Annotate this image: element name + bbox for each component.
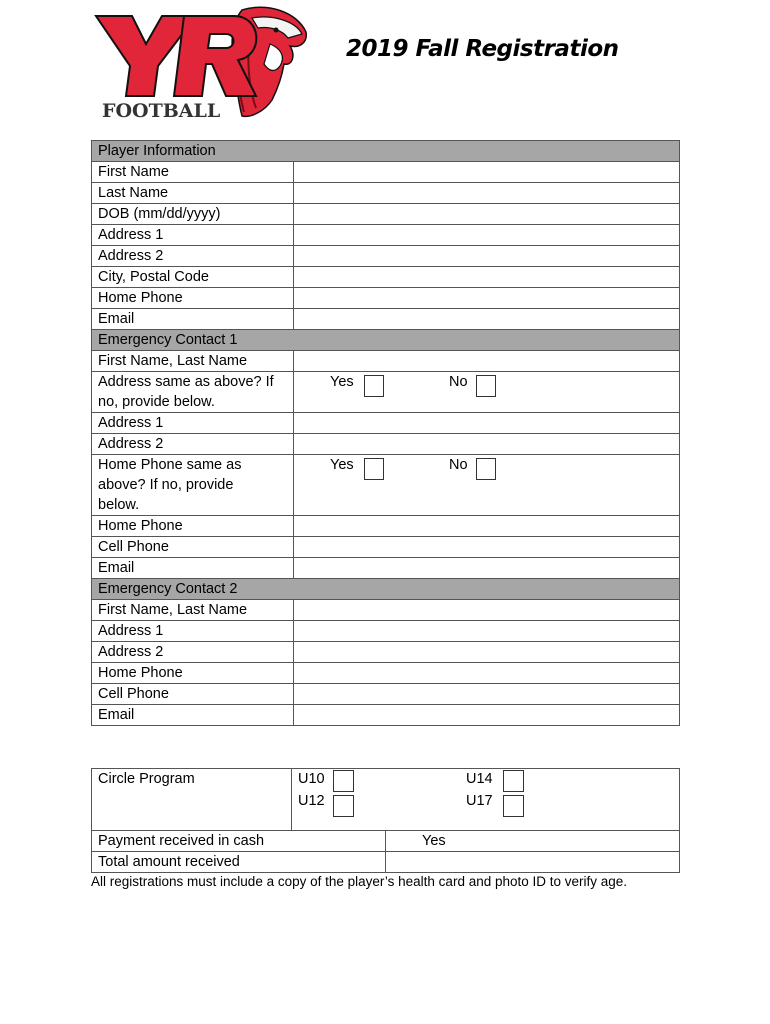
payment-cash-value[interactable]: [386, 831, 680, 852]
ec1-home-phone-input[interactable]: [294, 516, 680, 537]
program-option-label: U17: [466, 793, 493, 809]
yr-letters: [96, 16, 256, 96]
table-row: [92, 434, 680, 455]
table-row: [92, 684, 680, 705]
table-row: [92, 558, 680, 579]
field-label: Address 2: [92, 434, 294, 455]
yes-label: Yes: [330, 457, 354, 473]
section-player-information: [92, 141, 680, 162]
ec1-address-no-checkbox[interactable]: [476, 375, 496, 397]
table-row: [92, 309, 680, 330]
section-heading: Emergency Contact 2: [92, 579, 680, 600]
field-label: Home Phone same as above? If no, provide below.: [92, 455, 294, 516]
ec1-name-input[interactable]: [294, 351, 680, 372]
table-row: [92, 516, 680, 537]
registration-table: [91, 140, 680, 726]
player-first-name-input[interactable]: [294, 162, 680, 183]
program-u10-checkbox[interactable]: [333, 770, 354, 792]
table-row: [92, 288, 680, 309]
player-dob-input[interactable]: [294, 204, 680, 225]
field-label: Last Name: [92, 183, 294, 204]
field-label: First Name, Last Name: [92, 351, 294, 372]
player-city-postal-input[interactable]: [294, 267, 680, 288]
field-label: Email: [92, 705, 294, 726]
player-last-name-input[interactable]: [294, 183, 680, 204]
program-option-label: U10: [298, 771, 325, 787]
ec2-home-phone-input[interactable]: [294, 663, 680, 684]
table-row: [92, 183, 680, 204]
player-address2-input[interactable]: [294, 246, 680, 267]
program-u17-checkbox[interactable]: [503, 795, 524, 817]
program-row: [92, 769, 680, 831]
ec1-phone-no-checkbox[interactable]: [476, 458, 496, 480]
footer-note: All registrations must include a copy of the player’s health card and photo ID to verify age.: [91, 874, 628, 889]
player-home-phone-input[interactable]: [294, 288, 680, 309]
ec1-address1-input[interactable]: [294, 413, 680, 434]
payment-cash-row: [92, 831, 680, 852]
no-label: No: [449, 457, 468, 473]
table-row: [92, 621, 680, 642]
field-label: Cell Phone: [92, 537, 294, 558]
field-label: Address 2: [92, 642, 294, 663]
yr-football-logo: [92, 4, 310, 122]
table-row: [92, 600, 680, 621]
yes-label: Yes: [330, 374, 354, 390]
table-row: [92, 642, 680, 663]
ec1-address-yes-checkbox[interactable]: [364, 375, 384, 397]
program-options-cell: [292, 769, 680, 831]
program-u14-checkbox[interactable]: [503, 770, 524, 792]
table-row: [92, 537, 680, 558]
field-label: Circle Program: [92, 769, 292, 831]
logo-football-text: FOOTBALL: [102, 100, 221, 122]
field-label: Address 1: [92, 621, 294, 642]
field-label: Address 2: [92, 246, 294, 267]
field-label: City, Postal Code: [92, 267, 294, 288]
field-label: Payment received in cash: [92, 831, 386, 852]
table-row: [92, 162, 680, 183]
payment-total-row: [92, 852, 680, 873]
field-label: Address 1: [92, 413, 294, 434]
program-payment-table: [91, 768, 680, 873]
payment-total-input[interactable]: [386, 852, 680, 873]
field-label: Total amount received: [92, 852, 386, 873]
table-row: [92, 351, 680, 372]
ec2-email-input[interactable]: [294, 705, 680, 726]
table-row: [92, 267, 680, 288]
field-label: DOB (mm/dd/yyyy): [92, 204, 294, 225]
table-row: [92, 372, 680, 413]
field-label: Home Phone: [92, 288, 294, 309]
field-label: Home Phone: [92, 516, 294, 537]
section-heading: Emergency Contact 1: [92, 330, 680, 351]
ec1-phone-same-cell: [294, 455, 680, 516]
player-address1-input[interactable]: [294, 225, 680, 246]
field-label: Home Phone: [92, 663, 294, 684]
table-row: [92, 705, 680, 726]
field-label: Cell Phone: [92, 684, 294, 705]
table-row: [92, 455, 680, 516]
field-label: Email: [92, 558, 294, 579]
field-label: Email: [92, 309, 294, 330]
player-email-input[interactable]: [294, 309, 680, 330]
table-row: [92, 204, 680, 225]
ec2-name-input[interactable]: [294, 600, 680, 621]
section-heading: Player Information: [92, 141, 680, 162]
section-emergency-contact-2: [92, 579, 680, 600]
payment-cash-yes: Yes: [422, 833, 446, 849]
table-row: [92, 413, 680, 434]
field-label: First Name, Last Name: [92, 600, 294, 621]
ec1-email-input[interactable]: [294, 558, 680, 579]
field-label: Address same as above? If no, provide below.: [92, 372, 294, 413]
ec2-address1-input[interactable]: [294, 621, 680, 642]
ec1-address2-input[interactable]: [294, 434, 680, 455]
field-label: First Name: [92, 162, 294, 183]
program-u12-checkbox[interactable]: [333, 795, 354, 817]
field-label: Address 1: [92, 225, 294, 246]
ec2-address2-input[interactable]: [294, 642, 680, 663]
program-option-label: U12: [298, 793, 325, 809]
no-label: No: [449, 374, 468, 390]
program-option-label: U14: [466, 771, 493, 787]
table-row: [92, 663, 680, 684]
ec1-phone-yes-checkbox[interactable]: [364, 458, 384, 480]
ec2-cell-phone-input[interactable]: [294, 684, 680, 705]
page-title: 2019 Fall Registration: [346, 36, 619, 62]
table-row: [92, 225, 680, 246]
section-emergency-contact-1: [92, 330, 680, 351]
table-row: [92, 246, 680, 267]
ec1-address-same-cell: [294, 372, 680, 413]
ec1-cell-phone-input[interactable]: [294, 537, 680, 558]
